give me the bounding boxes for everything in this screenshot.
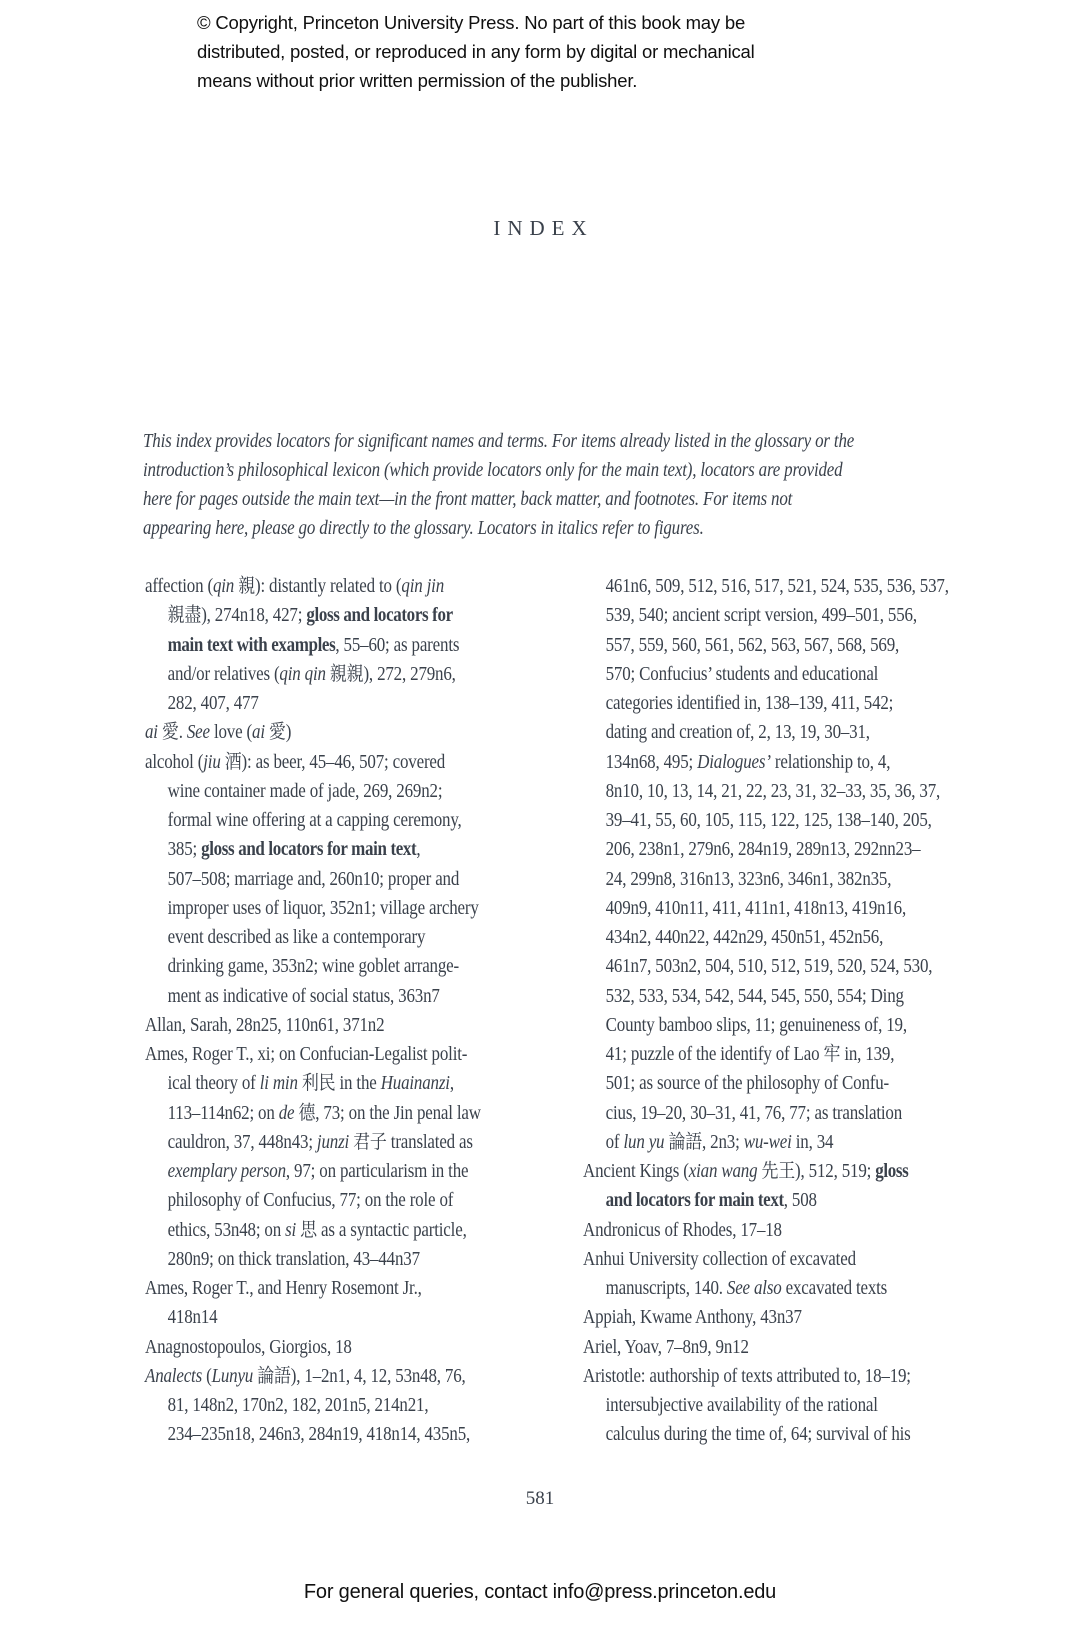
index-line: [145, 1011, 554, 1040]
index-line: [583, 1069, 1035, 1098]
italic-text-run: ai: [252, 722, 265, 744]
copyright-line: means without prior written permission of the publisher.: [197, 70, 638, 91]
text-run: County bamboo slips, 11; genuineness of, 19,: [605, 1014, 907, 1036]
italic-text-run: Huainanzi: [380, 1073, 450, 1095]
text-run: alcohol (: [145, 751, 204, 773]
text-run: dating and creation of, 2, 13, 19, 30–31,: [605, 722, 870, 744]
index-line: [145, 689, 554, 718]
text-run: 113–114n62; on: [167, 1102, 279, 1124]
text-run: 206, 238n1, 279n6, 284n19, 289n13, 292nn23–: [605, 839, 921, 861]
index-line: [583, 718, 1035, 747]
text-run: 24, 299n8, 316n13, 323n6, 346n1, 382n35,: [605, 868, 892, 890]
index-line: [145, 835, 554, 864]
text-run: calculus during the time of, 64; survival of his: [605, 1424, 911, 1446]
text-run: relationship to, 4,: [770, 751, 891, 773]
text-run: 570; Confucius’ students and educational: [605, 663, 879, 685]
intro-line: introduction’s philosophical lexicon (which provide locators only for the main text), locators are provided: [143, 460, 843, 481]
index-line: [145, 952, 554, 981]
index-line: [583, 982, 1035, 1011]
text-run: ,: [449, 1073, 454, 1095]
italic-text-run: Dialogues’: [697, 751, 771, 773]
index-line: [145, 748, 554, 777]
index-line: [145, 1391, 554, 1420]
italic-text-run: See: [186, 722, 210, 744]
text-run: ment as indicative of social status, 363n7: [167, 985, 440, 1007]
italic-text-run: si: [285, 1219, 297, 1241]
italic-text-run: junzi: [316, 1131, 350, 1153]
text-run: ical theory of: [167, 1073, 260, 1095]
text-run: 愛.: [157, 722, 187, 744]
index-introduction: [143, 427, 943, 543]
index-line: [583, 835, 1035, 864]
bold-text-run: and locators for main text: [605, 1190, 784, 1212]
text-run: 532, 533, 534, 542, 544, 545, 550, 554; Ding: [605, 985, 904, 1007]
text-run: 親盡), 274n18, 427;: [167, 605, 307, 627]
text-run: Ancient Kings (: [583, 1161, 689, 1182]
index-line: [145, 1245, 554, 1274]
index-line: [583, 748, 1035, 777]
index-line: [583, 1245, 1035, 1274]
index-line: [145, 631, 554, 660]
text-run: 434n2, 440n22, 442n29, 450n51, 452n56,: [605, 927, 884, 948]
text-run: 539, 540; ancient script version, 499–501, 556,: [605, 605, 917, 627]
index-line: [145, 894, 554, 923]
text-run: cius, 19–20, 30–31, 41, 76, 77; as translation: [605, 1102, 903, 1124]
text-run: 論語), 1–2n1, 4, 12, 53n48, 76,: [253, 1365, 466, 1387]
text-run: Anhui University collection of excavated: [583, 1248, 856, 1270]
index-line: [145, 1157, 554, 1186]
page-title: INDEX: [493, 216, 594, 240]
index-line: [145, 777, 554, 806]
index-line: [145, 660, 554, 689]
italic-text-run: exemplary person: [167, 1161, 286, 1182]
text-run: 論語, 2n3;: [664, 1131, 744, 1153]
text-run: 8n10, 10, 13, 14, 21, 22, 23, 31, 32–33, 35, 36, 37,: [605, 780, 941, 802]
italic-text-run: qin qin: [279, 663, 326, 685]
index-line: [145, 865, 554, 894]
text-run: , 55–60; as parents: [335, 634, 460, 656]
index-line: [583, 806, 1035, 835]
copyright-line: distributed, posted, or reproduced in any form by digital or mechanical: [197, 41, 755, 62]
italic-text-run: de: [278, 1102, 295, 1124]
index-line: [583, 1362, 1035, 1391]
text-run: 德, 73; on the Jin penal law: [294, 1102, 481, 1124]
index-line: [145, 718, 554, 747]
index-line: [145, 1303, 554, 1332]
text-run: Ames, Roger T., xi; on Confucian-Legalist polit-: [145, 1044, 468, 1065]
italic-text-run: li min: [259, 1073, 298, 1095]
copyright-line: © Copyright, Princeton University Press. No part of this book may be: [197, 12, 746, 33]
text-run: affection (: [145, 576, 213, 597]
text-run: Allan, Sarah, 28n25, 110n61, 371n2: [145, 1014, 385, 1036]
text-run: , 508: [783, 1190, 817, 1212]
index-line: [145, 1333, 554, 1362]
text-run: Andronicus of Rhodes, 17–18: [583, 1219, 782, 1241]
index-line: [145, 923, 554, 952]
text-run: 81, 148n2, 170n2, 182, 201n5, 214n21,: [167, 1395, 429, 1416]
index-line: [583, 1186, 1035, 1215]
index-line: [145, 1216, 554, 1245]
page-number: 581: [525, 1488, 555, 1509]
index-line: [583, 923, 1035, 952]
index-line: [145, 601, 554, 630]
text-run: , 97; on particularism in the: [285, 1161, 469, 1182]
text-run: 461n6, 509, 512, 516, 517, 521, 524, 535, 536, 537,: [605, 576, 949, 597]
text-run: formal wine offering at a capping ceremony,: [167, 810, 462, 831]
index-line: [583, 1333, 1035, 1362]
index-line: [583, 572, 1035, 601]
italic-text-run: wu-wei: [743, 1131, 792, 1153]
index-line: [583, 1420, 1035, 1449]
index-line: [145, 982, 554, 1011]
italic-text-run: Analects: [145, 1365, 203, 1387]
text-run: 先王), 512, 519;: [757, 1161, 876, 1182]
text-run: 234–235n18, 246n3, 284n19, 418n14, 435n5,: [167, 1424, 471, 1446]
text-run: in, 34: [791, 1131, 834, 1153]
text-run: 愛): [264, 722, 292, 744]
text-run: philosophy of Confucius, 77; on the role of: [167, 1190, 454, 1212]
bold-text-run: gloss and locators for main text: [201, 839, 417, 861]
text-run: 501; as source of the philosophy of Confu-: [605, 1073, 890, 1095]
text-run: categories identified in, 138–139, 411, 542;: [605, 693, 894, 714]
text-run: event described as like a contemporary: [167, 927, 426, 948]
text-run: love (: [209, 722, 253, 744]
italic-text-run: ai: [145, 722, 158, 744]
italic-text-run: Lunyu: [211, 1365, 254, 1387]
text-run: Ames, Roger T., and Henry Rosemont Jr.,: [145, 1278, 422, 1299]
italic-text-run: lun yu: [623, 1131, 665, 1153]
index-line: [583, 1216, 1035, 1245]
text-run: 507–508; marriage and, 260n10; proper and: [167, 868, 460, 890]
text-run: 君子 translated as: [349, 1131, 473, 1153]
index-line: [583, 660, 1035, 689]
text-run: ethics, 53n48; on: [167, 1219, 286, 1241]
text-run: 280n9; on thick translation, 43–44n37: [167, 1248, 420, 1270]
index-line: [583, 631, 1035, 660]
text-run: 282, 407, 477: [167, 693, 259, 714]
text-run: 461n7, 503n2, 504, 510, 512, 519, 520, 524, 530,: [605, 956, 933, 978]
intro-line: appearing here, please go directly to the glossary. Locators in italics refer to figures.: [143, 518, 704, 539]
index-line: [583, 1011, 1035, 1040]
bold-text-run: gloss and locators for: [306, 605, 453, 627]
text-run: manuscripts, 140.: [605, 1278, 727, 1299]
bold-text-run: gloss: [875, 1161, 909, 1182]
index-line: [583, 894, 1035, 923]
text-run: wine container made of jade, 269, 269n2;: [167, 780, 443, 802]
italic-text-run: xian wang: [688, 1161, 758, 1182]
text-run: drinking game, 353n2; wine goblet arrange-: [167, 956, 460, 978]
index-line: [145, 1186, 554, 1215]
index-column-left: [145, 572, 554, 1450]
index-line: [583, 689, 1035, 718]
index-line: [583, 777, 1035, 806]
text-run: 418n14: [167, 1307, 218, 1329]
index-line: [583, 1157, 1035, 1186]
index-line: [145, 1099, 554, 1128]
text-run: 親親), 272, 279n6,: [325, 663, 456, 685]
index-line: [145, 1420, 554, 1449]
copyright-notice: [197, 8, 857, 95]
text-run: Ariel, Yoav, 7–8n9, 9n12: [583, 1336, 749, 1358]
text-run: cauldron, 37, 448n43;: [167, 1131, 317, 1153]
index-line: [145, 1040, 554, 1069]
text-run: Aristotle: authorship of texts attributed to, 18–19;: [583, 1365, 911, 1387]
text-run: and/or relatives (: [167, 663, 280, 685]
bold-text-run: main text with examples: [167, 634, 336, 656]
text-run: 385;: [167, 839, 202, 861]
text-run: Appiah, Kwame Anthony, 43n37: [583, 1307, 802, 1329]
index-line: [583, 1274, 1035, 1303]
index-line: [583, 1040, 1035, 1069]
italic-text-run: jiu: [203, 751, 221, 773]
index-line: [583, 601, 1035, 630]
index-line: [583, 1128, 1035, 1157]
index-line: [583, 1391, 1035, 1420]
italic-text-run: qin: [212, 576, 235, 597]
index-column-right: [583, 572, 1035, 1450]
index-line: [145, 572, 554, 601]
text-run: 思 as a syntactic particle,: [296, 1219, 467, 1241]
text-run: 41; puzzle of the identify of Lao 牢 in, 139,: [605, 1044, 895, 1065]
text-run: excavated texts: [781, 1278, 888, 1299]
text-run: 557, 559, 560, 561, 562, 563, 567, 568, 569,: [605, 634, 900, 656]
index-line: [145, 806, 554, 835]
text-run: improper uses of liquor, 352n1; village archery: [167, 897, 479, 919]
text-run: ,: [416, 839, 421, 861]
intro-line: here for pages outside the main text—in the front matter, back matter, and footnotes. For items not: [143, 489, 793, 510]
index-line: [583, 952, 1035, 981]
text-run: Anagnostopoulos, Giorgios, 18: [145, 1336, 352, 1358]
italic-text-run: See also: [726, 1278, 782, 1299]
text-run: 39–41, 55, 60, 105, 115, 122, 125, 138–140, 205,: [605, 810, 932, 831]
index-line: [145, 1128, 554, 1157]
text-run: intersubjective availability of the rational: [605, 1395, 878, 1416]
text-run: of: [605, 1131, 624, 1153]
italic-text-run: qin jin: [401, 576, 445, 597]
index-line: [145, 1362, 554, 1391]
intro-line: This index provides locators for significant names and terms. For items already listed in the glossary or the: [143, 431, 855, 452]
index-line: [145, 1069, 554, 1098]
index-line: [583, 1303, 1035, 1332]
text-run: 利民 in the: [297, 1073, 381, 1095]
index-line: [583, 865, 1035, 894]
text-run: 親): distantly related to (: [234, 576, 402, 597]
footer-contact: For general queries, contact info@press.princeton.edu: [303, 1581, 777, 1603]
text-run: 134n68, 495;: [605, 751, 698, 773]
index-line: [145, 1274, 554, 1303]
text-run: (: [202, 1365, 212, 1387]
index-line: [583, 1099, 1035, 1128]
text-run: 酒): as beer, 45–46, 507; covered: [220, 751, 446, 773]
text-run: 409n9, 410n11, 411, 411n1, 418n13, 419n16,: [605, 897, 907, 919]
